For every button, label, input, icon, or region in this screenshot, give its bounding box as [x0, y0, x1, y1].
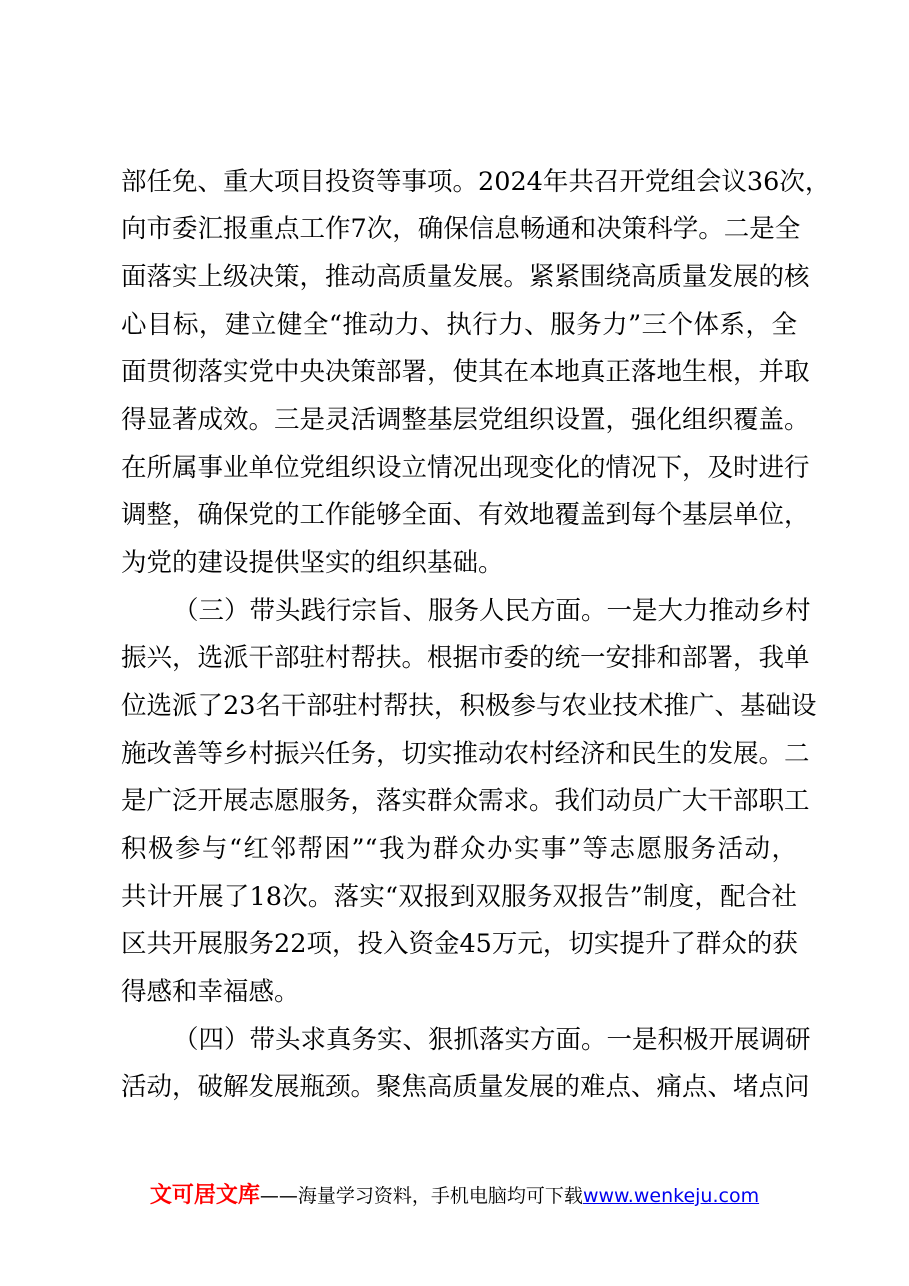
footer-tagline: ——海量学习资料，手机电脑均可下载 — [259, 1185, 583, 1207]
paragraph-line: 得显著成效。三是灵活调整基层党组织设置，强化组织覆盖。 — [121, 405, 810, 435]
paragraph-line: 积极参与“红邻帮困”“我为群众办实事”等志愿服务活动， — [121, 834, 797, 864]
paragraph-line: 活动，破解发展瓶颈。聚焦高质量发展的难点、痛点、堵点问 — [121, 1072, 810, 1102]
paragraph-line: 共计开展了18次。落实“双报到双服务双报告”制度，配合社 — [121, 882, 797, 912]
paragraph-line: 面落实上级决策，推动高质量发展。紧紧围绕高质量发展的核 — [121, 262, 810, 292]
paragraph-line: 部任免、重大项目投资等事项。2024年共召开党组会议36次， — [121, 167, 831, 197]
paragraph-line: 心目标，建立健全“推动力、执行力、服务力”三个体系，全 — [121, 310, 797, 340]
paragraph-line: 振兴，选派干部驻村帮扶。根据市委的统一安排和部署，我单 — [121, 643, 810, 673]
footer-banner — [0, 1178, 909, 1214]
section-heading-line: （三）带头践行宗旨、服务人民方面。一是大力推动乡村 — [173, 596, 811, 626]
footer-url-link[interactable]: www.wenkeju.com — [582, 1185, 760, 1207]
paragraph-line: 为党的建设提供坚实的组织基础。 — [121, 548, 504, 578]
paragraph-line: 得感和幸福感。 — [121, 977, 300, 1007]
paragraph-line: 面贯彻落实党中央决策部署，使其在本地真正落地生根，并取 — [121, 357, 810, 387]
paragraph-line: 施改善等乡村振兴任务，切实推动农村经济和民生的发展。二 — [121, 739, 810, 769]
footer-brand: 文可居文库 — [149, 1183, 260, 1208]
paragraph-line: 位选派了23名干部驻村帮扶，积极参与农业技术推广、基础设 — [121, 691, 817, 721]
paragraph-line: 是广泛开展志愿服务，落实群众需求。我们动员广大干部职工 — [121, 786, 810, 816]
paragraph-line: 向市委汇报重点工作7次，确保信息畅通和决策科学。二是全 — [121, 214, 801, 244]
paragraph-line: 在所属事业单位党组织设立情况出现变化的情况下，及时进行 — [121, 453, 810, 483]
paragraph-line: 调整，确保党的工作能够全面、有效地覆盖到每个基层单位， — [121, 500, 810, 530]
paragraph-line: 区共开展服务22项，投入资金45万元，切实提升了群众的获 — [121, 929, 798, 959]
section-heading-line: （四）带头求真务实、狠抓落实方面。一是积极开展调研 — [173, 1025, 811, 1055]
